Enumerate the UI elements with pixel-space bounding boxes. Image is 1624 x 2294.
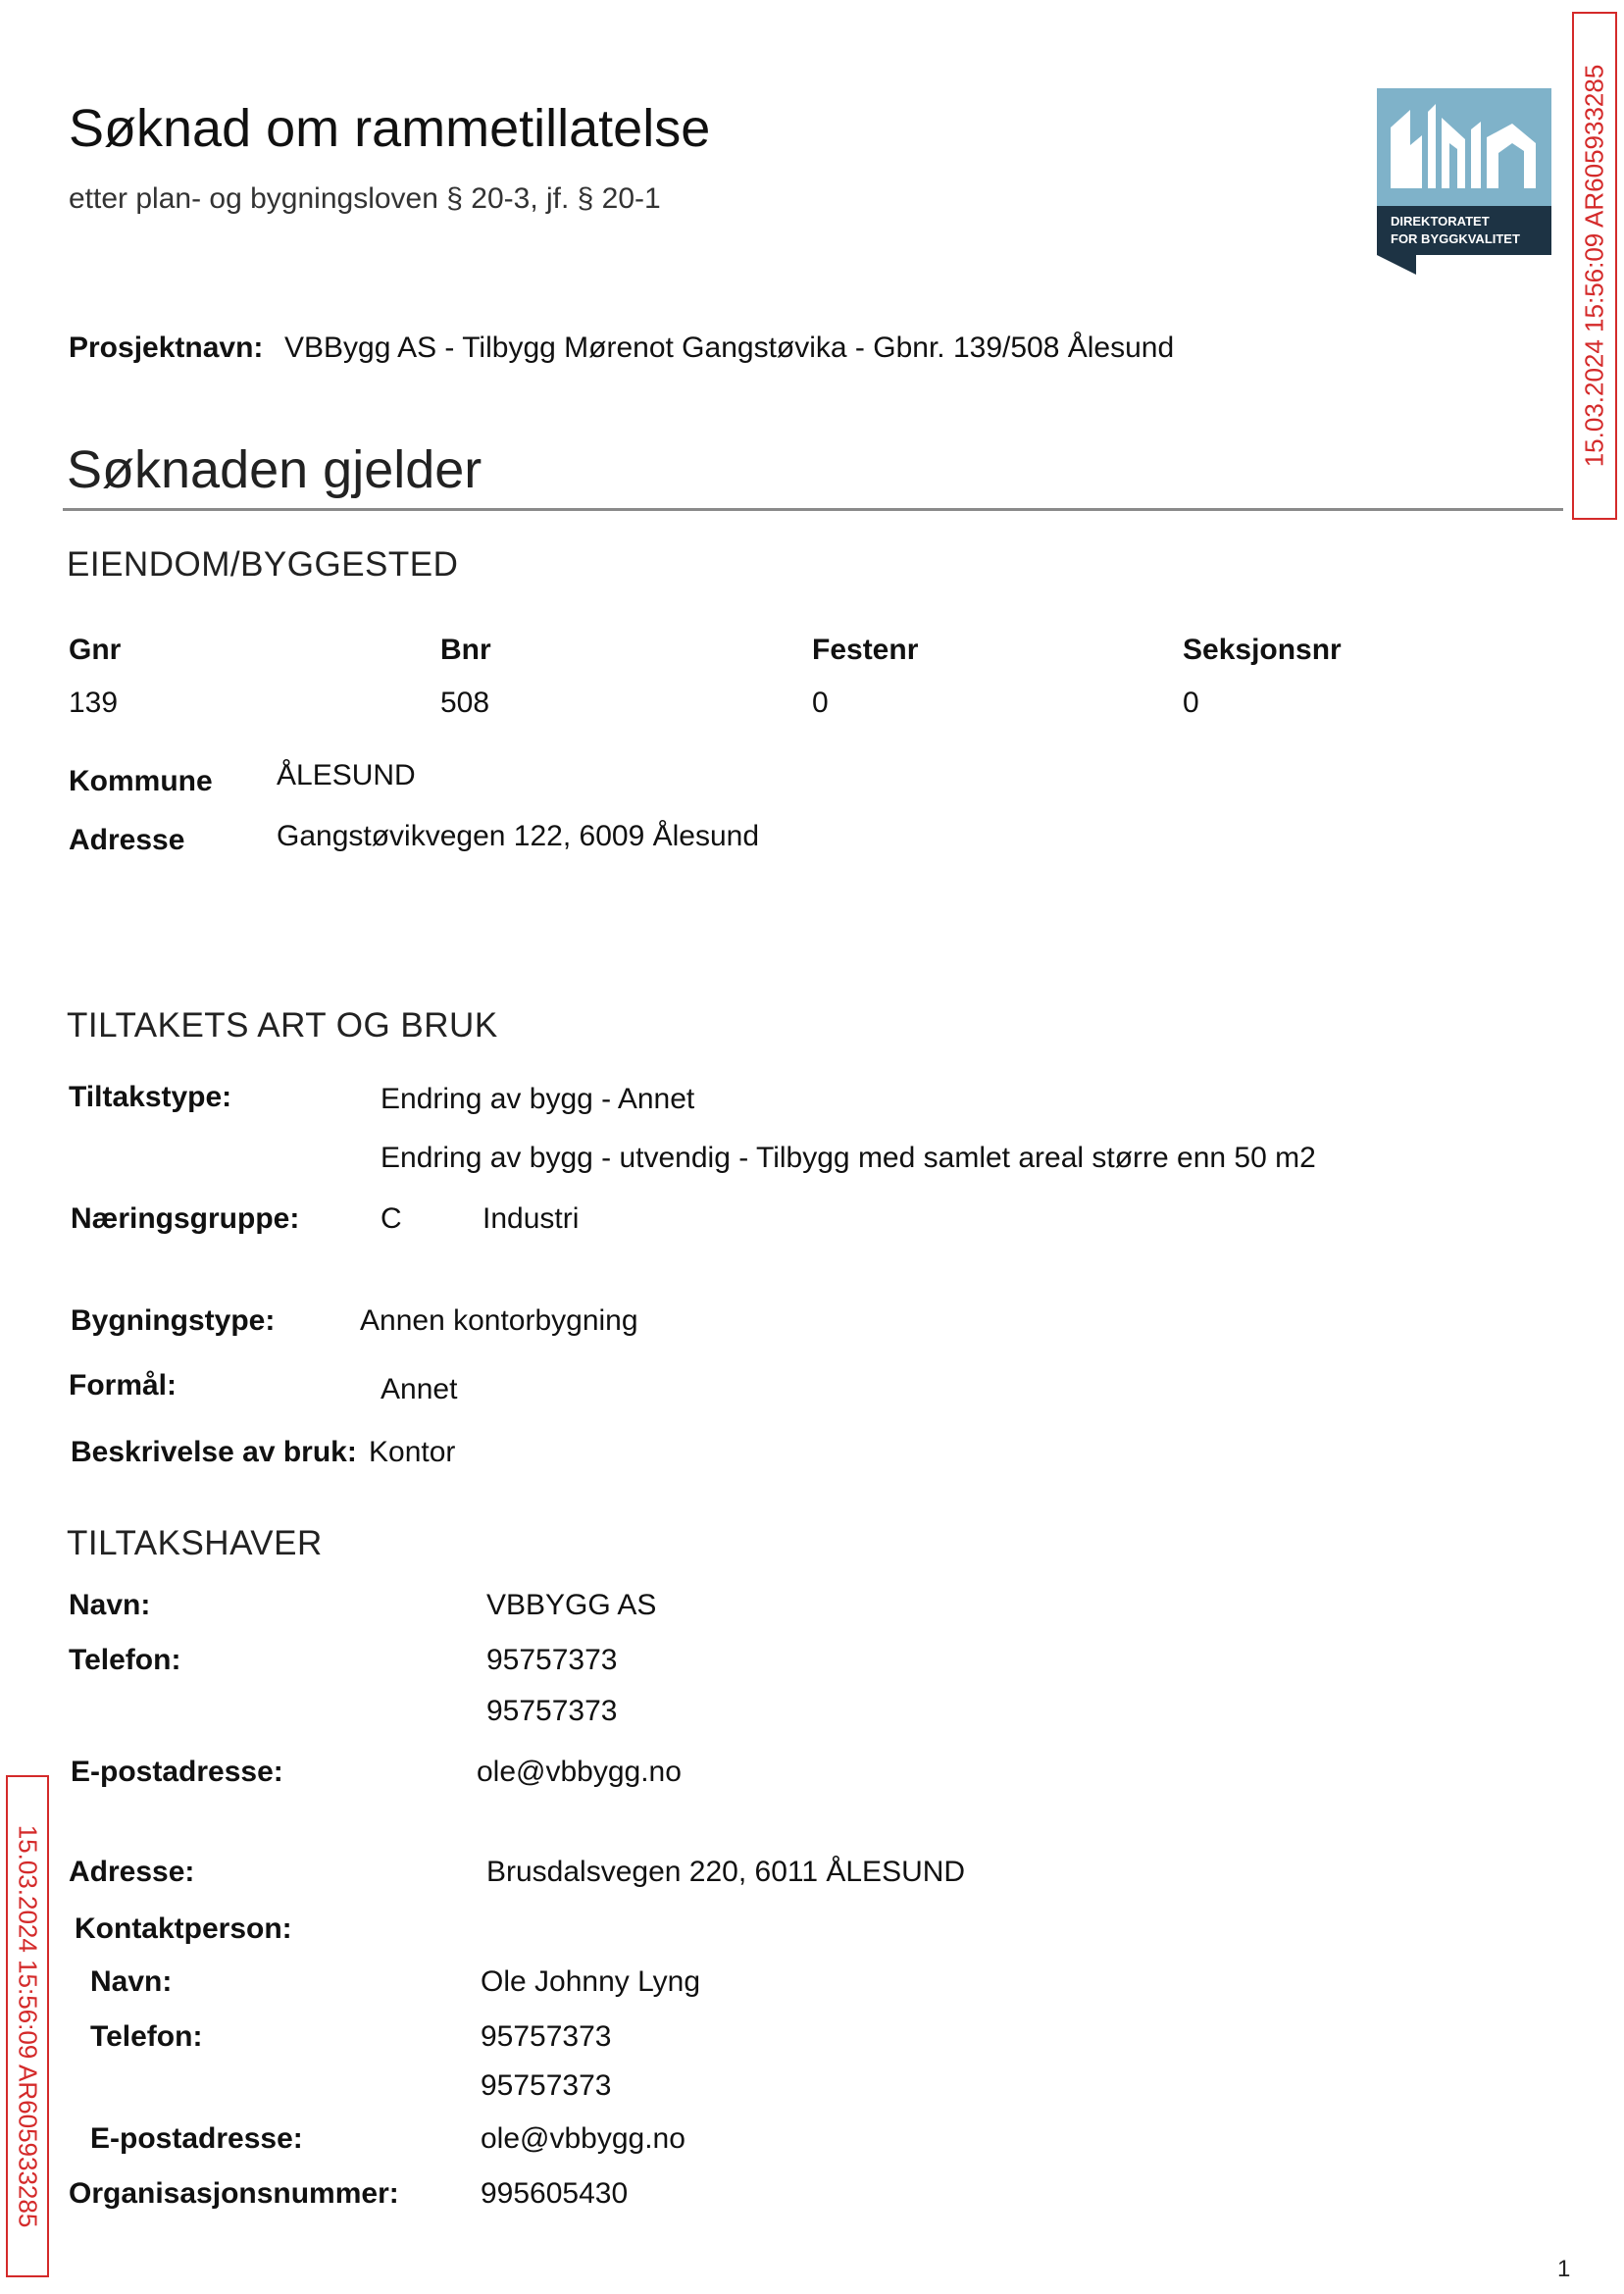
- dibk-logo: [1377, 88, 1551, 275]
- orgnr-value: 995605430: [481, 2177, 629, 2210]
- kontakt-epost-value: ole@vbbygg.no: [481, 2122, 685, 2155]
- eiendom-heading: EIENDOM/BYGGESTED: [67, 545, 459, 584]
- tiltakstype-value-2: Endring av bygg - utvendig - Tilbygg med samlet areal større enn 50 m2: [381, 1142, 1316, 1174]
- tiltakstype-label: Tiltakstype:: [69, 1081, 232, 1113]
- project-label: Prosjektnavn:: [69, 331, 264, 364]
- section-title: Søknaden gjelder: [67, 440, 482, 499]
- stamp-text: 15.03.2024 15:56:09 AR605933285: [13, 1824, 43, 2228]
- tiltakstype-value-1: Endring av bygg - Annet: [381, 1083, 695, 1115]
- bnr-value: 508: [440, 687, 490, 719]
- tiltakshaver-navn-label: Navn:: [69, 1589, 151, 1621]
- tiltakshaver-adresse-label: Adresse:: [69, 1856, 195, 1888]
- festenr-value: 0: [812, 687, 829, 719]
- naeringsgruppe-code: C: [381, 1202, 402, 1235]
- tiltakshaver-telefon-value-1: 95757373: [486, 1644, 618, 1676]
- svg-text:DIREKTORATET: DIREKTORATET: [1391, 214, 1490, 229]
- svg-text:FOR BYGGKVALITET: FOR BYGGKVALITET: [1391, 231, 1520, 246]
- naeringsgruppe-label: Næringsgruppe:: [71, 1202, 300, 1235]
- kontaktperson-label: Kontaktperson:: [75, 1912, 292, 1945]
- bnr-label: Bnr: [440, 634, 491, 666]
- adresse-label: Adresse: [69, 824, 185, 856]
- document-title: Søknad om rammetillatelse: [69, 99, 711, 158]
- page-number: 1: [1557, 2256, 1571, 2282]
- tiltak-heading: TILTAKETS ART OG BRUK: [67, 1006, 498, 1045]
- seksjonsnr-label: Seksjonsnr: [1183, 634, 1342, 666]
- kommune-label: Kommune: [69, 765, 213, 797]
- kontakt-telefon-value-2: 95757373: [481, 2069, 612, 2102]
- kontakt-navn-label: Navn:: [90, 1965, 173, 1998]
- document-subtitle: etter plan- og bygningsloven § 20-3, jf. § 20-1: [69, 182, 661, 215]
- tiltakshaver-heading: TILTAKSHAVER: [67, 1524, 323, 1562]
- orgnr-label: Organisasjonsnummer:: [69, 2177, 399, 2210]
- bygningstype-label: Bygningstype:: [71, 1304, 276, 1337]
- kontakt-navn-value: Ole Johnny Lyng: [481, 1965, 701, 1998]
- tiltakshaver-epost-value: ole@vbbygg.no: [477, 1756, 682, 1788]
- timestamp-stamp-right: [1572, 12, 1617, 520]
- tiltakshaver-adresse-value: Brusdalsvegen 220, 6011 ÅLESUND: [486, 1856, 966, 1888]
- tiltakshaver-epost-label: E-postadresse:: [71, 1756, 283, 1788]
- seksjonsnr-value: 0: [1183, 687, 1199, 719]
- kontakt-epost-label: E-postadresse:: [90, 2122, 303, 2155]
- tiltakshaver-telefon-value-2: 95757373: [486, 1695, 618, 1727]
- gnr-value: 139: [69, 687, 119, 719]
- section-divider: [63, 508, 1563, 511]
- tiltakshaver-telefon-label: Telefon:: [69, 1644, 181, 1676]
- tiltakshaver-navn-value: VBBYGG AS: [486, 1589, 657, 1621]
- formaal-label: Formål:: [69, 1369, 178, 1402]
- formaal-value: Annet: [381, 1373, 458, 1405]
- naeringsgruppe-value: Industri: [482, 1202, 580, 1235]
- dibk-logo-icon: [1377, 88, 1551, 275]
- adresse-value: Gangstøvikvegen 122, 6009 Ålesund: [277, 820, 759, 852]
- festenr-label: Festenr: [812, 634, 919, 666]
- timestamp-stamp-left: [6, 1775, 49, 2277]
- project-name: VBBygg AS - Tilbygg Mørenot Gangstøvika - Gbnr. 139/508 Ålesund: [284, 331, 1175, 364]
- gnr-label: Gnr: [69, 634, 122, 666]
- beskrivelse-label: Beskrivelse av bruk:: [71, 1436, 357, 1468]
- kontakt-telefon-value-1: 95757373: [481, 2020, 612, 2053]
- stamp-text: 15.03.2024 15:56:09 AR605933285: [1579, 64, 1609, 468]
- kommune-value: ÅLESUND: [277, 759, 416, 791]
- beskrivelse-value: Kontor: [369, 1436, 456, 1468]
- kontakt-telefon-label: Telefon:: [90, 2020, 203, 2053]
- bygningstype-value: Annen kontorbygning: [360, 1304, 638, 1337]
